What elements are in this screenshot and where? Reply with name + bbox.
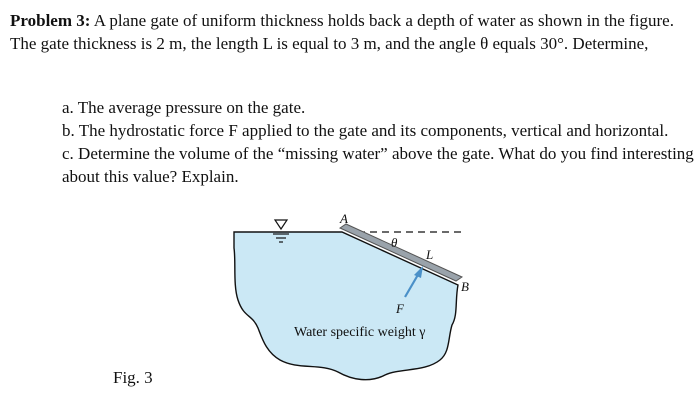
part-a: a. The average pressure on the gate. — [62, 98, 306, 117]
part-b: b. The hydrostatic force F applied to the gate and its components, vertical and horizontal. — [62, 121, 669, 140]
part-c: c. Determine the volume of the “missing water” above the gate. What do you find interesting about this value? Explain. — [62, 144, 694, 186]
point-a-label: A — [340, 211, 348, 226]
force-label: F — [396, 301, 404, 316]
problem-label: Problem 3: — [10, 11, 91, 30]
point-b-label: B — [461, 279, 469, 294]
water-region — [234, 232, 458, 380]
figure-caption: Fig. 3 — [113, 368, 153, 387]
length-label: L — [426, 247, 434, 262]
problem-text: A plane gate of uniform thickness holds back a depth of water as shown in the figure. The gate thickness is 2 m, the length L is equal to 3 m, and the angle θ equals 30°. Determine, — [10, 11, 674, 53]
fluid-label: Water specific weight γ — [294, 325, 426, 340]
angle-label: θ — [391, 235, 398, 250]
